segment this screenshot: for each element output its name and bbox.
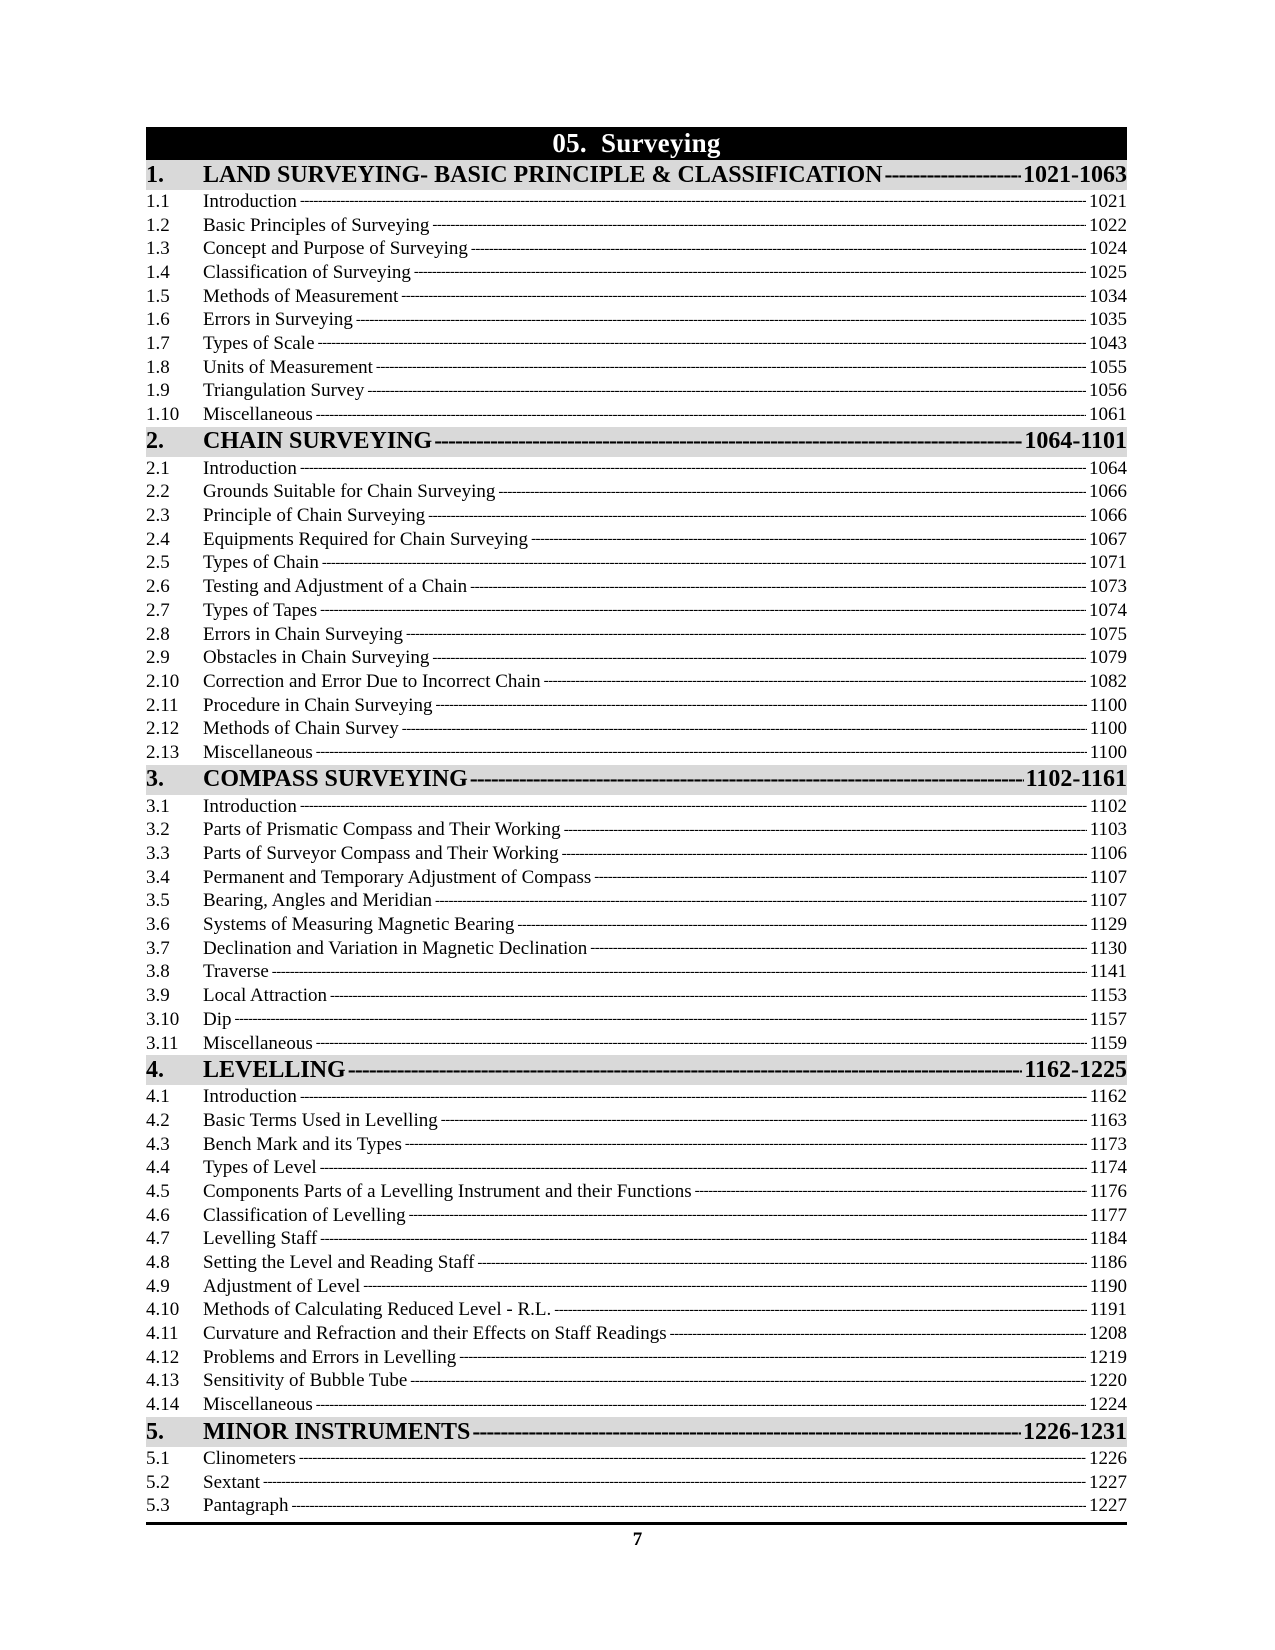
- entry-title: Local Attraction: [203, 985, 327, 1007]
- entry-number: 4.10: [146, 1299, 180, 1321]
- entry-title: Clinometers: [203, 1447, 296, 1469]
- chapter-number: 3.: [146, 766, 164, 793]
- entry-page: 1107: [1089, 866, 1127, 888]
- entry-title: Sextant: [203, 1471, 260, 1493]
- dot-leader: [320, 1159, 1087, 1178]
- chapter-title: LEVELLING: [203, 1056, 346, 1083]
- table-of-contents: [146, 127, 1127, 1518]
- entry-number: 3.5: [146, 890, 170, 912]
- entry-number: 1.1: [146, 190, 170, 212]
- entry-title: Triangulation Survey: [203, 380, 365, 402]
- entry-title: Parts of Prismatic Compass and Their Working: [203, 819, 561, 841]
- entry-number: 1.7: [146, 332, 170, 354]
- dot-leader: [695, 1182, 1087, 1201]
- entry-page: 1208: [1089, 1323, 1127, 1345]
- entry-title: Dip: [203, 1008, 232, 1030]
- entry-number: 2.5: [146, 552, 170, 574]
- toc-entry[interactable]: [146, 504, 1127, 528]
- entry-title: Errors in Surveying: [203, 309, 353, 331]
- entry-number: 2.3: [146, 505, 170, 527]
- entry-number: 2.1: [146, 457, 170, 479]
- toc-entry[interactable]: [146, 261, 1127, 285]
- dot-leader: [409, 1206, 1087, 1225]
- entry-number: 4.7: [146, 1228, 170, 1250]
- dot-leader: [544, 672, 1086, 691]
- toc-entry[interactable]: [146, 237, 1127, 261]
- entry-title: Units of Measurement: [203, 356, 373, 378]
- entry-title: Equipments Required for Chain Surveying: [203, 528, 529, 550]
- entry-number: 1.2: [146, 214, 170, 236]
- entry-number: 2.12: [146, 718, 180, 740]
- entry-page: 1075: [1089, 623, 1127, 645]
- entry-number: 4.3: [146, 1133, 170, 1155]
- dot-leader: [414, 263, 1086, 282]
- toc-entry[interactable]: [146, 646, 1127, 670]
- dot-leader: [405, 1135, 1087, 1154]
- entry-title: Obstacles in Chain Surveying: [203, 647, 430, 669]
- toc-entry[interactable]: [146, 1109, 1127, 1133]
- chapter-title: LAND SURVEYING- BASIC PRINCIPLE & CLASSIFICATION: [203, 161, 883, 188]
- entry-number: 4.8: [146, 1252, 170, 1274]
- entry-number: 2.4: [146, 528, 170, 550]
- toc-entry[interactable]: [146, 481, 1127, 505]
- entry-page: 1100: [1089, 741, 1127, 763]
- entry-number: 4.9: [146, 1275, 170, 1297]
- dot-leader: [410, 1372, 1086, 1391]
- entry-number: 3.3: [146, 843, 170, 865]
- toc-entry[interactable]: [146, 1133, 1127, 1157]
- toc-entry[interactable]: [146, 1299, 1127, 1323]
- entry-title: Types of Scale: [203, 332, 315, 354]
- toc-entry[interactable]: [146, 1204, 1127, 1228]
- entry-title: Basic Terms Used in Levelling: [203, 1109, 438, 1131]
- entry-number: 4.6: [146, 1204, 170, 1226]
- entry-number: 2.6: [146, 576, 170, 598]
- toc-entry[interactable]: [146, 937, 1127, 961]
- entry-number: 3.11: [146, 1032, 179, 1054]
- toc-entry[interactable]: [146, 670, 1127, 694]
- dot-leader: [434, 428, 1022, 455]
- dot-leader: [435, 892, 1087, 911]
- toc-entry[interactable]: [146, 1393, 1127, 1417]
- entry-page: 1163: [1089, 1109, 1127, 1131]
- entry-title: Types of Level: [203, 1157, 317, 1179]
- entry-page: 1157: [1089, 1008, 1127, 1030]
- dot-leader: [670, 1325, 1086, 1344]
- entry-title: Permanent and Temporary Adjustment of Compass: [203, 866, 592, 888]
- entry-page: 1034: [1089, 285, 1127, 307]
- toc-entry[interactable]: [146, 913, 1127, 937]
- entry-page: 1176: [1089, 1180, 1127, 1202]
- entry-number: 4.2: [146, 1109, 170, 1131]
- toc-entry[interactable]: [146, 819, 1127, 843]
- entry-title: Bench Mark and its Types: [203, 1133, 402, 1155]
- entry-page: 1186: [1089, 1252, 1127, 1274]
- entry-page: 1107: [1089, 890, 1127, 912]
- dot-leader: [517, 916, 1086, 935]
- dot-leader: [554, 1301, 1086, 1320]
- toc-entry[interactable]: [146, 795, 1127, 819]
- entry-title: Procedure in Chain Surveying: [203, 694, 433, 716]
- entry-number: 4.11: [146, 1323, 179, 1345]
- entry-title: Pantagraph: [203, 1495, 289, 1517]
- dot-leader: [300, 459, 1086, 478]
- dot-leader: [884, 162, 1021, 189]
- dot-leader: [477, 1254, 1086, 1273]
- entry-page: 1224: [1089, 1394, 1127, 1416]
- dot-leader: [441, 1111, 1087, 1130]
- dot-leader: [594, 868, 1086, 887]
- entry-page: 1190: [1089, 1275, 1127, 1297]
- entry-title: Introduction: [203, 457, 297, 479]
- dot-leader: [316, 1396, 1086, 1415]
- toc-entry[interactable]: [146, 190, 1127, 214]
- entry-page: 1066: [1089, 505, 1127, 527]
- dot-leader: [330, 987, 1087, 1006]
- dot-leader: [436, 696, 1087, 715]
- entry-title: Miscellaneous: [203, 1394, 313, 1416]
- entry-title: Testing and Adjustment of a Chain: [203, 576, 468, 598]
- chapter-title: MINOR INSTRUMENTS: [203, 1418, 471, 1445]
- entry-number: 3.8: [146, 961, 170, 983]
- entry-page: 1055: [1089, 356, 1127, 378]
- entry-number: 3.2: [146, 819, 170, 841]
- entry-title: Adjustment of Level: [203, 1275, 361, 1297]
- entry-number: 1.9: [146, 380, 170, 402]
- entry-number: 4.12: [146, 1346, 180, 1368]
- entry-title: Concept and Purpose of Surveying: [203, 238, 468, 260]
- toc-entry[interactable]: [146, 332, 1127, 356]
- toc-entry[interactable]: [146, 1032, 1127, 1056]
- toc-entry[interactable]: [146, 552, 1127, 576]
- entry-title: Methods of Chain Survey: [203, 718, 399, 740]
- entry-number: 2.2: [146, 481, 170, 503]
- entry-number: 4.14: [146, 1394, 180, 1416]
- section-number: 05.: [552, 128, 587, 158]
- footer-rule: [146, 1522, 1127, 1525]
- entry-page: 1100: [1089, 694, 1127, 716]
- entry-title: Setting the Level and Reading Staff: [203, 1252, 475, 1274]
- dot-leader: [291, 1497, 1086, 1516]
- entry-title: Classification of Levelling: [203, 1204, 406, 1226]
- entry-page: 1227: [1089, 1471, 1127, 1493]
- chapter-number: 4.: [146, 1056, 164, 1083]
- entry-title: Methods of Measurement: [203, 285, 399, 307]
- dot-leader: [470, 766, 1024, 793]
- entry-title: Curvature and Refraction and their Effects on Staff Readings: [203, 1323, 667, 1345]
- chapter-header[interactable]: [146, 765, 1127, 795]
- dot-leader: [432, 649, 1086, 668]
- dot-leader: [428, 507, 1086, 526]
- chapter-page-range: 1021-1063: [1023, 161, 1127, 188]
- entry-page: 1103: [1089, 819, 1127, 841]
- entry-title: Miscellaneous: [203, 741, 313, 763]
- toc-entry[interactable]: [146, 1156, 1127, 1180]
- entry-page: 1219: [1089, 1346, 1127, 1368]
- dot-leader: [590, 939, 1086, 958]
- dot-leader: [562, 845, 1087, 864]
- toc-entry[interactable]: [146, 599, 1127, 623]
- entry-page: 1220: [1089, 1370, 1127, 1392]
- dot-leader: [402, 720, 1087, 739]
- dot-leader: [322, 554, 1086, 573]
- entry-title: Parts of Surveyor Compass and Their Working: [203, 843, 559, 865]
- chapter-page-range: 1064-1101: [1024, 428, 1127, 455]
- entry-page: 1073: [1089, 576, 1127, 598]
- entry-number: 1.5: [146, 285, 170, 307]
- toc-entry[interactable]: [146, 285, 1127, 309]
- toc-entry[interactable]: [146, 575, 1127, 599]
- entry-page: 1177: [1089, 1204, 1127, 1226]
- entry-number: 1.3: [146, 238, 170, 260]
- dot-leader: [356, 311, 1086, 330]
- entry-page: 1022: [1089, 214, 1127, 236]
- chapter-title: CHAIN SURVEYING: [203, 428, 433, 455]
- dot-leader: [459, 1348, 1086, 1367]
- dot-leader: [235, 1010, 1087, 1029]
- entry-page: 1079: [1089, 647, 1127, 669]
- chapter-title: COMPASS SURVEYING: [203, 766, 468, 793]
- entry-page: 1021: [1089, 190, 1127, 212]
- toc-entry[interactable]: [146, 528, 1127, 552]
- entry-page: 1056: [1089, 380, 1127, 402]
- entry-page: 1071: [1089, 552, 1127, 574]
- entry-page: 1102: [1089, 795, 1127, 817]
- toc-entry[interactable]: [146, 866, 1127, 890]
- toc-entry[interactable]: [146, 1494, 1127, 1518]
- dot-leader: [300, 1088, 1087, 1107]
- dot-leader: [316, 406, 1086, 425]
- toc-entry[interactable]: [146, 961, 1127, 985]
- toc-entry[interactable]: [146, 380, 1127, 404]
- toc-entry[interactable]: [146, 1471, 1127, 1495]
- entry-number: 3.4: [146, 866, 170, 888]
- entry-page: 1129: [1089, 914, 1127, 936]
- entry-page: 1226: [1089, 1447, 1127, 1469]
- chapter-page-range: 1102-1161: [1025, 766, 1127, 793]
- entry-page: 1043: [1089, 332, 1127, 354]
- entry-title: Components Parts of a Levelling Instrument and their Functions: [203, 1180, 692, 1202]
- entry-title: Bearing, Angles and Meridian: [203, 890, 433, 912]
- entry-page: 1130: [1089, 937, 1127, 959]
- toc-entry[interactable]: [146, 1085, 1127, 1109]
- entry-number: 3.6: [146, 914, 170, 936]
- entry-number: 4.4: [146, 1157, 170, 1179]
- entry-title: Types of Tapes: [203, 599, 318, 621]
- section-title-band: [146, 127, 1127, 160]
- entry-page: 1227: [1089, 1495, 1127, 1517]
- entry-number: 2.7: [146, 599, 170, 621]
- dot-leader: [367, 382, 1086, 401]
- dot-leader: [320, 1230, 1087, 1249]
- entry-number: 5.2: [146, 1471, 170, 1493]
- entry-page: 1191: [1089, 1299, 1127, 1321]
- chapter-header[interactable]: [146, 1417, 1127, 1447]
- toc-entry[interactable]: [146, 984, 1127, 1008]
- toc-entry[interactable]: [146, 1370, 1127, 1394]
- entry-title: Systems of Measuring Magnetic Bearing: [203, 914, 515, 936]
- dot-leader: [406, 625, 1086, 644]
- entry-number: 3.9: [146, 985, 170, 1007]
- entry-number: 2.13: [146, 741, 180, 763]
- dot-leader: [470, 578, 1086, 597]
- entry-number: 1.6: [146, 309, 170, 331]
- entry-number: 5.3: [146, 1495, 170, 1517]
- entry-title: Traverse: [203, 961, 269, 983]
- section-title: Surveying: [600, 128, 721, 158]
- entry-title: Types of Chain: [203, 552, 319, 574]
- entry-page: 1025: [1089, 261, 1127, 283]
- dot-leader: [318, 334, 1086, 353]
- entry-title: Basic Principles of Surveying: [203, 214, 430, 236]
- chapter-number: 1.: [146, 161, 164, 188]
- dot-leader: [471, 240, 1086, 259]
- toc-entry[interactable]: [146, 717, 1127, 741]
- entry-page: 1035: [1089, 309, 1127, 331]
- toc-entry[interactable]: [146, 741, 1127, 765]
- dot-leader: [300, 192, 1086, 211]
- dot-leader: [472, 1419, 1021, 1446]
- entry-number: 2.11: [146, 694, 179, 716]
- toc-entry[interactable]: [146, 403, 1127, 427]
- entry-number: 2.8: [146, 623, 170, 645]
- entry-number: 1.8: [146, 356, 170, 378]
- entry-page: 1106: [1089, 843, 1127, 865]
- toc-entry[interactable]: [146, 457, 1127, 481]
- dot-leader: [299, 1449, 1086, 1468]
- toc-entry[interactable]: [146, 356, 1127, 380]
- entry-page: 1064: [1089, 457, 1127, 479]
- toc-entry[interactable]: [146, 694, 1127, 718]
- entry-title: Miscellaneous: [203, 404, 313, 426]
- toc-entry[interactable]: [146, 1346, 1127, 1370]
- dot-leader: [376, 358, 1086, 377]
- dot-leader: [348, 1057, 1023, 1084]
- entry-page: 1162: [1089, 1086, 1127, 1108]
- toc-entry[interactable]: [146, 1228, 1127, 1252]
- entry-number: 2.10: [146, 670, 180, 692]
- toc-entry[interactable]: [146, 1251, 1127, 1275]
- dot-leader: [498, 483, 1086, 502]
- entry-number: 3.1: [146, 795, 170, 817]
- chapter-number: 2.: [146, 428, 164, 455]
- chapter-header[interactable]: [146, 1055, 1127, 1085]
- entry-title: Introduction: [203, 190, 297, 212]
- entry-title: Grounds Suitable for Chain Surveying: [203, 481, 496, 503]
- entry-number: 4.5: [146, 1180, 170, 1202]
- entry-title: Problems and Errors in Levelling: [203, 1346, 457, 1368]
- dot-leader: [320, 601, 1086, 620]
- chapter-header[interactable]: [146, 427, 1127, 457]
- entry-page: 1067: [1089, 528, 1127, 550]
- toc-body: [146, 160, 1127, 1518]
- dot-leader: [263, 1473, 1086, 1492]
- chapter-header[interactable]: [146, 160, 1127, 190]
- entry-title: Declination and Variation in Magnetic Declination: [203, 937, 588, 959]
- toc-entry[interactable]: [146, 1322, 1127, 1346]
- entry-page: 1024: [1089, 238, 1127, 260]
- entry-title: Levelling Staff: [203, 1228, 318, 1250]
- entry-title: Introduction: [203, 1086, 297, 1108]
- dot-leader: [300, 797, 1087, 816]
- dot-leader: [531, 530, 1086, 549]
- entry-page: 1074: [1089, 599, 1127, 621]
- entry-page: 1173: [1089, 1133, 1127, 1155]
- entry-number: 4.13: [146, 1370, 180, 1392]
- entry-title: Miscellaneous: [203, 1032, 313, 1054]
- entry-page: 1159: [1089, 1032, 1127, 1054]
- chapter-number: 5.: [146, 1418, 164, 1445]
- entry-number: 5.1: [146, 1447, 170, 1469]
- entry-number: 1.10: [146, 404, 180, 426]
- entry-title: Correction and Error Due to Incorrect Chain: [203, 670, 541, 692]
- chapter-page-range: 1162-1225: [1024, 1056, 1127, 1083]
- dot-leader: [272, 963, 1087, 982]
- entry-page: 1066: [1089, 481, 1127, 503]
- page-number: 7: [632, 1529, 643, 1550]
- entry-number: 3.10: [146, 1008, 180, 1030]
- dot-leader: [401, 287, 1086, 306]
- toc-entry[interactable]: [146, 1275, 1127, 1299]
- entry-title: Introduction: [203, 795, 297, 817]
- dot-leader: [316, 743, 1087, 762]
- entry-number: 1.4: [146, 261, 170, 283]
- chapter-page-range: 1226-1231: [1023, 1418, 1127, 1445]
- entry-page: 1061: [1089, 404, 1127, 426]
- toc-entry[interactable]: [146, 214, 1127, 238]
- entry-title: Methods of Calculating Reduced Level - R.L.: [203, 1299, 552, 1321]
- toc-entry[interactable]: [146, 308, 1127, 332]
- toc-entry[interactable]: [146, 1447, 1127, 1471]
- entry-page: 1153: [1089, 985, 1127, 1007]
- dot-leader: [432, 216, 1086, 235]
- entry-title: Principle of Chain Surveying: [203, 505, 426, 527]
- entry-page: 1100: [1089, 718, 1127, 740]
- entry-title: Errors in Chain Surveying: [203, 623, 404, 645]
- entry-title: Sensitivity of Bubble Tube: [203, 1370, 408, 1392]
- dot-leader: [316, 1034, 1087, 1053]
- toc-entry[interactable]: [146, 1180, 1127, 1204]
- toc-entry[interactable]: [146, 623, 1127, 647]
- entry-page: 1174: [1089, 1157, 1127, 1179]
- toc-entry[interactable]: [146, 842, 1127, 866]
- toc-entry[interactable]: [146, 1008, 1127, 1032]
- dot-leader: [363, 1277, 1086, 1296]
- entry-number: 2.9: [146, 647, 170, 669]
- entry-page: 1184: [1089, 1228, 1127, 1250]
- entry-number: 4.1: [146, 1086, 170, 1108]
- dot-leader: [564, 821, 1087, 840]
- entry-number: 3.7: [146, 937, 170, 959]
- entry-title: Classification of Surveying: [203, 261, 411, 283]
- toc-entry[interactable]: [146, 890, 1127, 914]
- entry-page: 1082: [1089, 670, 1127, 692]
- entry-page: 1141: [1089, 961, 1127, 983]
